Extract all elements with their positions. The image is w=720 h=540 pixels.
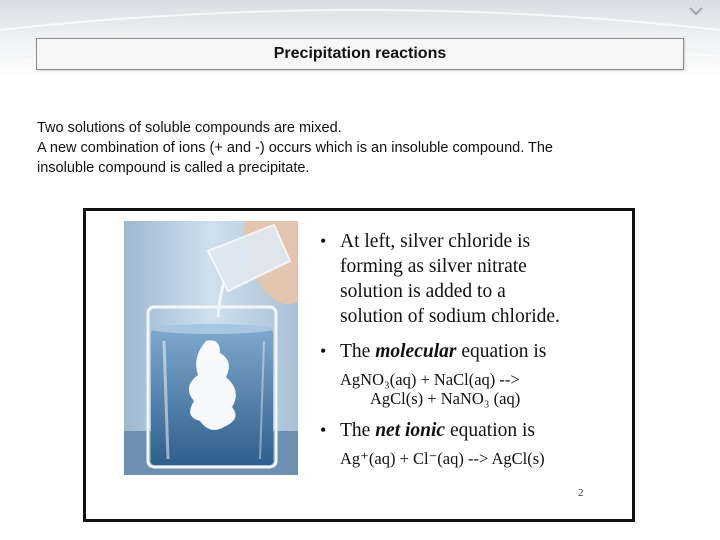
bullet-icon: • [320, 231, 327, 251]
bullet-icon: • [320, 341, 327, 361]
net-ionic-equation-line: Ag⁺(aq) + Cl⁻(aq) --> AgCl(s) [340, 449, 545, 468]
slide-bullets [316, 229, 626, 468]
bullet-icon: • [320, 420, 327, 440]
bullet-line: solution of sodium chloride. [340, 306, 560, 327]
bullet-item [316, 418, 626, 443]
body-text [37, 118, 697, 178]
bullet-line: forming as silver nitrate [340, 256, 527, 277]
bullet-text: equation is [445, 420, 535, 441]
bullet-line: solution is added to a [340, 281, 506, 302]
bullet-item [316, 229, 626, 329]
bullet-text: equation is [456, 341, 547, 362]
body-line: Two solutions of soluble compounds are mixed. [37, 120, 342, 136]
embedded-slide [83, 208, 635, 522]
bullet-text: The [340, 420, 376, 441]
bullet-line: At left, silver chloride is [340, 231, 531, 252]
emphasis-text: net ionic [375, 420, 446, 441]
body-line: A new combination of ions (+ and -) occurs which is an insoluble compound. The [37, 140, 553, 156]
beaker-photo [124, 221, 298, 475]
emphasis-text: molecular [375, 341, 457, 362]
bullet-text: The [340, 341, 376, 362]
molecular-equation-line: AgCl(s) + NaNO₃ (aq) [370, 389, 521, 408]
bullet-item [316, 339, 626, 364]
page-number: 2 [578, 487, 584, 499]
molecular-equation-line: AgNO₃(aq) + NaCl(aq) --> [340, 370, 520, 389]
page-title: Precipitation reactions [36, 38, 684, 70]
body-line: insoluble compound is called a precipitate. [37, 160, 310, 176]
